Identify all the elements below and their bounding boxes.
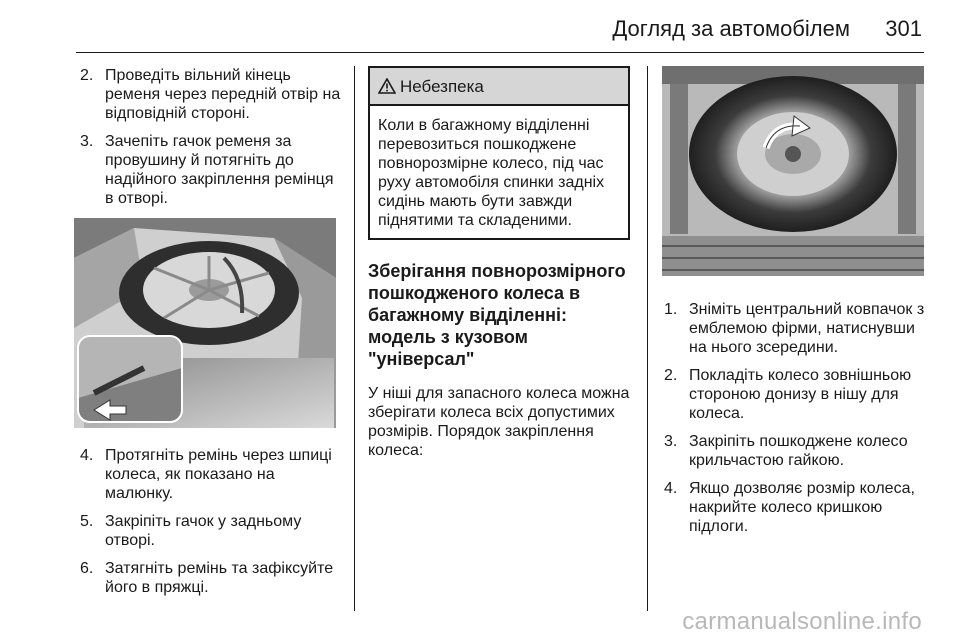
step-4 [80,446,342,503]
column-middle [368,66,634,460]
step-text: Закріпіть пошкоджене колесо крильчастою гайкою. [689,433,908,469]
step-number: 4. [664,480,678,497]
section-paragraph: У ніші для запасного колеса можна зберігати колеса всіх допустимих розмірів. Порядок закріплення колеса: [368,385,630,459]
watermark: carmanualsonline.info [682,608,922,635]
step-text: Зніміть центральний ковпачок з емблемою фірми, натиснувши на нього зсередини. [689,301,925,356]
column-left [80,66,342,606]
warning-title: Небезпека [400,76,484,96]
spare-wheel-well-illustration [662,66,924,276]
warning-text: Коли в багажному відділенні перевозиться пошкоджене повнорозмірне колесо, під час руху автомобіля спинки задніх сидінь мають бути завжди піднятими та складеними. [378,117,605,229]
step-number: 3. [664,433,678,450]
trunk-wheel-strap-illustration [74,218,336,428]
steps-list-bottom [80,446,342,597]
step-text: Проведіть вільний кінець ременя через передній отвір на відповідній стороні. [105,67,341,122]
section-heading: Зберігання повнорозмірного пошкодженого колеса в багажному відділенні: модель з кузовом "універсал" [368,261,626,369]
step-number: 4. [80,447,94,464]
warning-triangle-icon [378,78,396,94]
warning-header [370,68,628,106]
step-5 [80,512,342,550]
step-2 [664,366,930,423]
step-text: Якщо дозволяє розмір колеса, накрийте колесо кришкою підлоги. [689,480,915,535]
step-number: 5. [80,513,94,530]
column-right [664,66,930,545]
step-number: 2. [80,67,94,84]
step-text: Покладіть колесо зовнішньою стороною донизу в нішу для колеса. [689,367,912,422]
step-number: 6. [80,560,94,577]
step-6 [80,559,342,597]
step-number: 1. [664,301,678,318]
step-4 [664,479,930,536]
step-number: 2. [664,367,678,384]
step-1 [664,300,930,357]
step-text: Зачепіть гачок ременя за провушину й потягніть до надійного закріплення ремінця в отворі. [105,133,334,207]
step-3 [80,132,342,208]
warning-box [368,66,630,240]
step-text: Затягніть ремінь та зафіксуйте його в пряжці. [105,560,334,596]
steps-list-right [664,300,930,536]
step-text: Закріпіть гачок у задньому отворі. [105,513,302,549]
step-2 [80,66,342,123]
column-divider-right [647,66,648,611]
column-divider-left [354,66,355,611]
header-rule [76,52,924,53]
step-number: 3. [80,133,94,150]
step-text: Протягніть ремінь через шпиці колеса, як показано на малюнку. [105,447,332,502]
page-number: 301 [885,16,922,41]
step-3 [664,432,930,470]
page-header-title: Догляд за автомобілем [612,16,850,41]
steps-list-top [80,66,342,208]
